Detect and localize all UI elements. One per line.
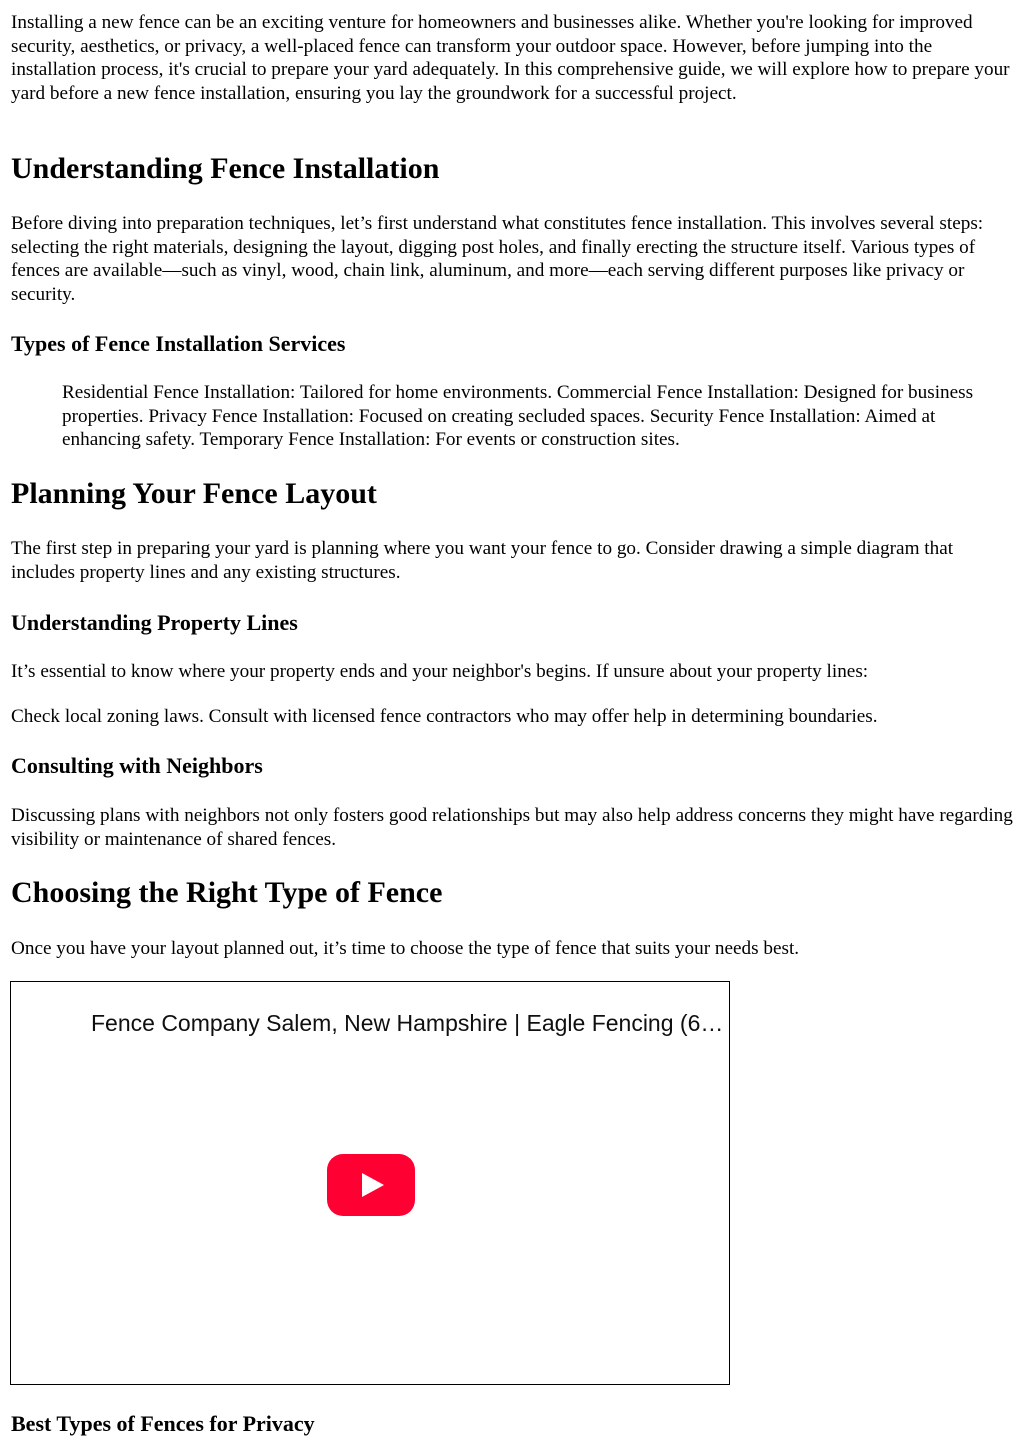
paragraph-consulting-neighbors: Discussing plans with neighbors not only fosters good relationships but may also help address concerns they might have regarding visibility or maintenance of shared fences.	[11, 805, 1013, 850]
heading-consulting-neighbors: Consulting with Neighbors	[11, 753, 263, 778]
paragraph-property-lines: It’s essential to know where your property ends and your neighbor's begins. If unsure about your property lines:	[11, 661, 869, 682]
heading-understanding-fence-installation: Understanding Fence Installation	[11, 152, 440, 185]
heading-types-of-services: Types of Fence Installation Services	[11, 331, 346, 356]
video-title[interactable]: Fence Company Salem, New Hampshire | Eagle Fencing (6…	[91, 1010, 724, 1036]
paragraph-fence-installation-overview: Before diving into preparation techniques, let’s first understand what constitutes fence installation. This involves several steps: selecting the right materials, designing the layout, digging post holes, and finally erecting the structure itself. Various types of fences are available—such as vinyl, wood, chain link, aluminum, and more—each serving different purposes like privacy or security.	[11, 213, 984, 305]
heading-choosing-fence: Choosing the Right Type of Fence	[11, 876, 443, 909]
services-list-quote: Residential Fence Installation: Tailored for home environments. Commercial Fence Installation: Designed for business properties. Privacy Fence Installation: Focused on creating secluded spaces. Security Fence Installation: Aimed at enhancing safety. Temporary Fence Installation: For events or construction sites.	[62, 382, 974, 450]
youtube-play-icon[interactable]	[327, 1154, 415, 1216]
heading-planning-layout: Planning Your Fence Layout	[11, 477, 377, 510]
intro-paragraph: Installing a new fence can be an exciting venture for homeowners and businesses alike. Whether you're looking for improved security, aesthetics, or privacy, a well-placed fence can transform your outdoor space. However, before jumping into the installation process, it's crucial to prepare your yard adequately. In this comprehensive guide, we will explore how to prepare your yard before a new fence installation, ensuring you lay the groundwork for a successful project.	[11, 12, 1010, 104]
embedded-video-player[interactable]	[10, 981, 730, 1385]
heading-property-lines: Understanding Property Lines	[11, 610, 298, 635]
paragraph-zoning-laws: Check local zoning laws. Consult with licensed fence contractors who may offer help in determining boundaries.	[11, 706, 878, 727]
paragraph-planning-layout: The first step in preparing your yard is planning where you want your fence to go. Consider drawing a simple diagram that includes property lines and any existing structures.	[11, 538, 954, 583]
paragraph-choosing-fence: Once you have your layout planned out, it’s time to choose the type of fence that suits your needs best.	[11, 938, 800, 959]
heading-privacy-fences: Best Types of Fences for Privacy	[11, 1411, 315, 1436]
play-triangle-icon	[362, 1173, 384, 1197]
